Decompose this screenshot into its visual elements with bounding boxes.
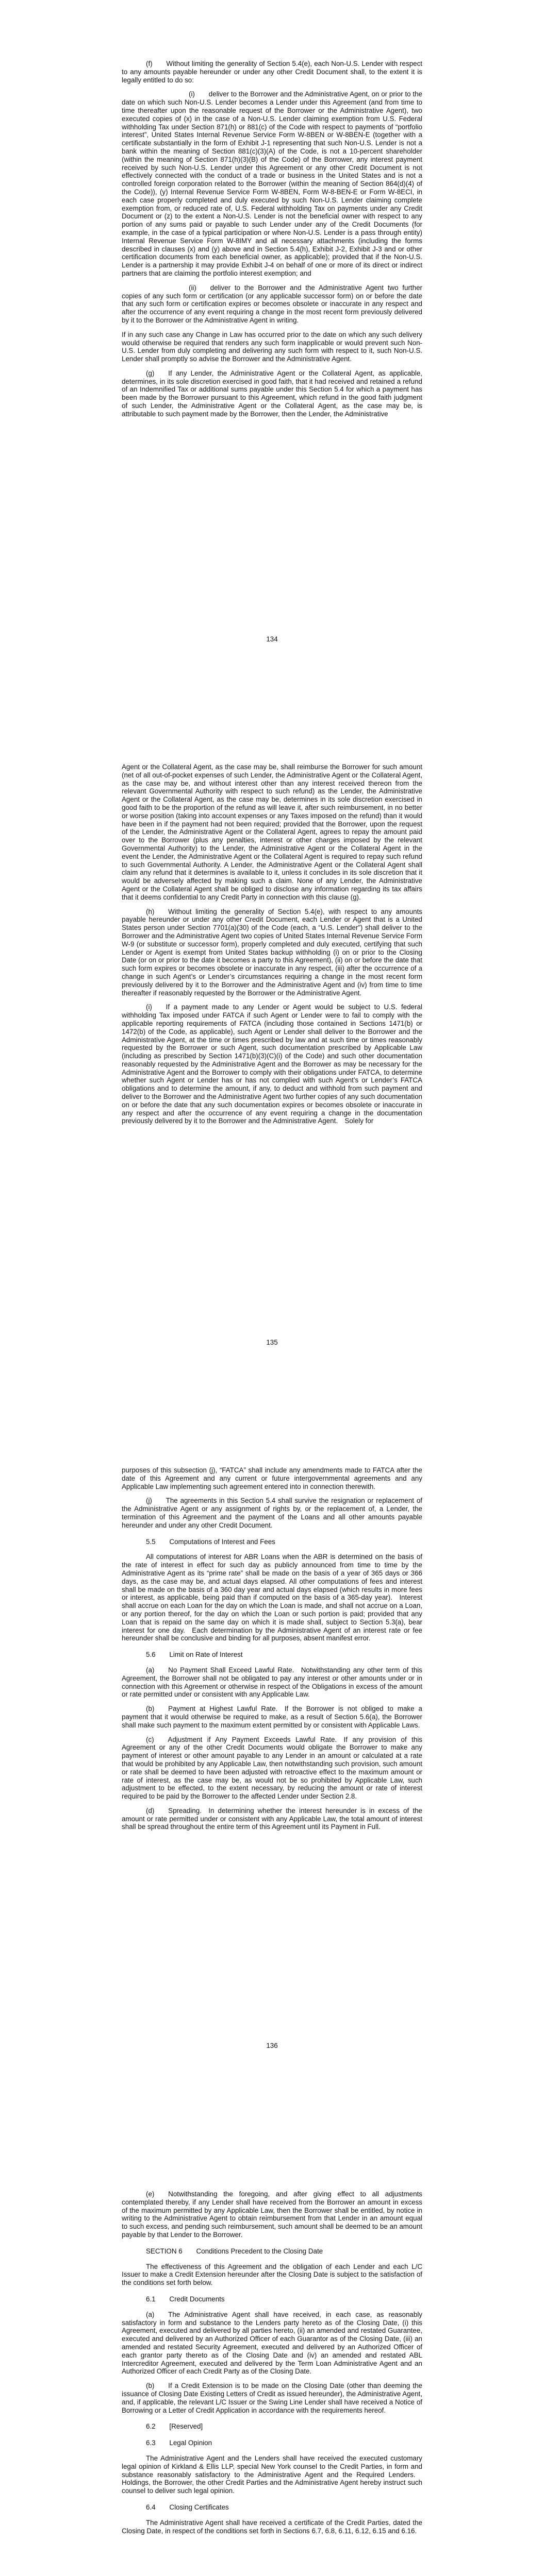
paragraph-6-3: The Administrative Agent and the Lenders shall have received the executed customary legal opinion of Kirkland & Ellis LLP, special New York counsel to the Credit Parties, in form and substance reasonably satisfactory to the Administrative Agent and the Required Lenders. Holdings, the Borrower, the other Credit Parties and the Administrative Agent hereby instruct such counsel to deliver such legal opinion. (122, 2454, 422, 2495)
section-heading-6-2: 6.2 [Reserved] (146, 2422, 203, 2431)
paragraph-5-6-d: (d) Spreading. In determining whether the interest hereunder is in excess of the amount or rate permitted under or consistent with any Applicable Law, the total amount of interest shall be spread throughout the entire term of this Agreement until its Payment in Full. (122, 1806, 422, 1831)
paragraph-f: (f) Without limiting the generality of Section 5.4(e), each Non-U.S. Lender with respect to any amounts payable hereunder or under any other Credit Document shall, to the extent it is legally entitled to do so: (122, 60, 422, 84)
paragraph-6-1-a: (a) The Administrative Agent shall have received, in each case, as reasonably satisfactory in form and substance to the Lenders party hereto as of the Closing Date, (i) this Agreement, executed and delivered by all parties hereto, (ii) an amended and restated Guarantee, executed and delivered by an Authorized Officer of each Guarantor as of the Closing Date, (iii) an amended and restated Security Agreement, executed and delivered by an Authorized Officer of each grantor party thereto as of the Closing Date and (iv) an amended and restated ABL Intercreditor Agreement, executed and delivered by the Term Loan Administrative Agent and an Authorized Officer of each Credit Party as of the Closing Date. (122, 2310, 422, 2376)
page-body (122, 2170, 422, 2535)
paragraph-j: (j) The agreements in this Section 5.4 shall survive the resignation or replacement of the Administrative Agent or any assignment of rights by, or the replacement of, a Lender, the termination of this Agreement and the payment of the Loans and all other amounts payable hereunder and under any other Credit Document. (122, 1497, 422, 1529)
page-body (122, 1466, 422, 1831)
section-heading-6-3: 6.3 Legal Opinion (146, 2439, 212, 2447)
page-136 (0, 1406, 544, 2110)
paragraph-g: (g) If any Lender, the Administrative Agent or the Collateral Agent, as applicable, determines, in its sole discretion exercised in good faith, that it had received and retained a refund of an Indemnified Tax or additional sums payable under this Section 5.4 for which a payment has been made by the Borrower pursuant to this Agreement, which refund in the good faith judgment of such Lender, the Administrative Agent or the Collateral Agent, as the case may be, is attributable to such payment made by the Borrower, then the Lender, the Administrative (122, 369, 422, 418)
page-134 (0, 0, 544, 703)
page-number: 134 (266, 635, 278, 643)
paragraph-i: (i) If a payment made to any Lender or Agent would be subject to U.S. federal withholding Tax imposed under FATCA if such Agent or Lender were to fail to comply with the applicable reporting requirements of FATCA (including those contained in Sections 1471(b) or 1472(b) of the Code, as applicable), such Agent or Lender shall deliver to the Borrower and the Administrative Agent, at the time or times prescribed by law and at such time or times reasonably requested by the Borrower or such Agent, such documentation prescribed by Applicable Law (including as prescribed by Section 1471(b)(3)(C)(i) of the Code) and such other documentation reasonably requested by the Administrative Agent and the Borrower as may be necessary for the Administrative Agent and the Borrower to comply with their obligations under FATCA, to determine whether such Agent or Lender has or has not complied with such Agent’s or Lender’s FATCA obligations and to determine the amount, if any, to deduct and withhold from such payment and deliver to the Borrower and the Administrative Agent two further copies of any such documentation on or before the date that any such documentation expires or becomes obsolete or inaccurate in any respect and after the occurrence of any event requiring a change in the documentation previously delivered by it to the Borrower and the Administrative Agent. Solely for (122, 1003, 422, 1125)
page-137 (0, 2110, 544, 2576)
paragraph-5-6-a: (a) No Payment Shall Exceed Lawful Rate. Notwithstanding any other term of this Agreement, the Borrower shall not be obligated to pay any interest or other amounts under or in connection with this Agreement or otherwise in respect of the Obligations in excess of the amount or rate permitted under or consistent with any Applicable Law. (122, 1666, 422, 1699)
section-heading-6: SECTION 6 Conditions Precedent to the Closing Date (146, 2247, 323, 2255)
paragraph-change-in-law: If in any such case any Change in Law has occurred prior to the date on which any such delivery would otherwise be required that renders any such form inapplicable or would prevent such Non-U.S. Lender from duly completing and delivering any such form with respect to it, such Non-U.S. Lender shall promptly so advise the Borrower and the Administrative Agent. (122, 330, 422, 363)
section-heading-5-5: 5.5 Computations of Interest and Fees (146, 1537, 275, 1546)
paragraph-5-6-c: (c) Adjustment if Any Payment Exceeds Lawful Rate. If any provision of this Agreement or any of the other Credit Documents would obligate the Borrower to make any payment of interest or other amount payable to any Lender in an amount or calculated at a rate that would be prohibited by any Applicable Law, then notwithstanding such provision, such amount or rate shall be deemed to have been adjusted with retroactive effect to the maximum amount or rate of interest, as the case may be, as would not be so prohibited by Applicable Law, such adjustment to be effected, to the extent necessary, by reducing the amount or rate of interest required to be paid by the Borrower to the affected Lender under Section 2.8. (122, 1735, 422, 1801)
paragraph-f-i: (i) deliver to the Borrower and the Administrative Agent, on or prior to the date on which such Non-U.S. Lender becomes a Lender under this Agreement (and from time to time thereafter upon the reasonable request of the Borrower or the Administrative Agent), two executed copies of (x) in the case of a Non-U.S. Lender claiming exemption from U.S. Federal withholding Tax under Section 871(h) or 881(c) of the Code with respect to payments of “portfolio interest”, United States Internal Revenue Service Form W-8BEN or W-8BEN-E (together with a certificate substantially in the form of Exhibit J-1 representing that such Non-U.S. Lender is not a bank within the meaning of Section 881(c)(3)(A) of the Code, is not a 10-percent shareholder (within the meaning of Section 871(h)(3)(B) of the Code) of the Borrower, any interest payment received by such Non-U.S. Lender under this Agreement or any other Credit Document is not effectively connected with the conduct of a trade or business in the United States and is not a controlled foreign corporation related to the Borrower (within the meaning of Section 864(d)(4) of the Code)), (y) Internal Revenue Service Form W-8BEN, Form W-8-BEN-E or Form W-8ECI, in each case properly completed and duly executed by such Non-U.S. Lender claiming complete exemption from, or reduced rate of, U.S. Federal withholding Tax on payments under any Credit Document or (z) to the extent a Non-U.S. Lender is not the beneficial owner with respect to any portion of any sums paid or payable to such Lender under any of the Credit Documents (for example, in the case of a typical participation or where Non-U.S. Lender is a pass through entity) Internal Revenue Service Form W-8IMY and all necessary attachments (including the forms described in clauses (x) and (y) above and in Section 5.4(h), Exhibit J-2, Exhibit J-3 and or other certification documents from each beneficial owner, as applicable); provided that if the Non-U.S. Lender is a partnership it may provide Exhibit J-4 on behalf of one or more of its direct or indirect partners that are claiming the portfolio interest exemption; and (122, 90, 422, 277)
page-number: 136 (266, 2042, 278, 2049)
paragraph-computations: All computations of interest for ABR Loans when the ABR is determined on the basis of the rate of interest in effect for such day as publicly announced from time to time by the Administrative Agent as its “prime rate” shall be made on the basis of a year of 365 days or 366 days, as the case may be, and actual days elapsed. All other computations of fees and interest shall be made on the basis of a 360 day year and actual days elapsed (which results in more fees or interest, as applicable, being paid than if computed on the basis of a 365-day year). Interest shall accrue on each Loan for the day on which the Loan is made, and shall not accrue on a Loan, or any portion thereof, for the day on which the Loan or such portion is paid; provided that any Loan that is repaid on the same day on which it is made shall, subject to Section 5.3(a), bear interest for one day. Each determination by the Administrative Agent of an interest rate or fee hereunder shall be conclusive and binding for all purposes, absent manifest error. (122, 1553, 422, 1642)
page-number: 135 (266, 1338, 278, 1346)
section-heading-6-4: 6.4 Closing Certificates (146, 2503, 229, 2511)
paragraph-f-ii: (ii) deliver to the Borrower and the Administrative Agent two further copies of any such form or certification (or any applicable successor form) on or before the date that any such form or certification expires or becomes obsolete or inaccurate in any respect and after the occurrence of any event requiring a change in the most recent form previously delivered by it to the Borrower or the Administrative Agent in writing. (122, 283, 422, 324)
page-body (122, 763, 422, 1125)
paragraph-6-4: The Administrative Agent shall have received a certificate of the Credit Parties, dated the Closing Date, in respect of the conditions set forth in Sections 6.7, 6.8, 6.11, 6.12, 6.15 and 6.16. (122, 2518, 422, 2535)
paragraph-5-6-b: (b) Payment at Highest Lawful Rate. If the Borrower is not obliged to make a payment that it would otherwise be required to make, as a result of Section 5.6(a), the Borrower shall make such payment to the maximum extent permitted by or consistent with Applicable Laws. (122, 1705, 422, 1729)
paragraph-fatca-continued: purposes of this subsection (j), “FATCA” shall include any amendments made to FATCA after the date of this Agreement and any current or future intergovernmental agreements and any Applicable Law implementing such agreement entered into in connection therewith. (122, 1466, 422, 1490)
paragraph-h: (h) Without limiting the generality of Section 5.4(e), with respect to any amounts payable hereunder or under any other Credit Document, each Lender or Agent that is a United States person under Section 7701(a)(30) of the Code (each, a “U.S. Lender”) shall deliver to the Borrower and the Administrative Agent two copies of United States Internal Revenue Service Form W-9 (or substitute or successor form), properly completed and duly executed, certifying that such Lender or Agent is exempt from United States backup withholding (i) on or prior to the Closing Date (or on or prior to the date it becomes a party to this Agreement), (ii) on or before the date that such form expires or becomes obsolete or inaccurate in any respect, (iii) after the occurrence of a change in such Agent’s or Lender’s circumstances requiring a change in the most recent form previously delivered by it to the Borrower and the Administrative Agent and (iv) from time to time thereafter if reasonably requested by the Borrower or the Administrative Agent. (122, 907, 422, 997)
paragraph-section-6-intro: The effectiveness of this Agreement and the obligation of each Lender and each L/C Issuer to make a Credit Extension hereunder after the Closing Date is subject to the satisfaction of the conditions set forth below. (122, 2262, 422, 2287)
paragraph-g-continued: Agent or the Collateral Agent, as the case may be, shall reimburse the Borrower for such amount (net of all out-of-pocket expenses of such Lender, the Administrative Agent or the Collateral Agent, as the case may be, and without interest other than any interest received thereon from the relevant Governmental Authority with respect to such refund) as the Lender, the Administrative Agent or the Collateral Agent, as the case may be, determines in its sole discretion exercised in good faith to be the proportion of the refund as will leave it, after such reimbursement, in no better or worse position (taking into account expenses or any Taxes imposed on the refund) than it would have been in if the payment had not been required; provided that the Borrower, upon the request of the Lender, the Administrative Agent or the Collateral Agent, agrees to repay the amount paid over to the Borrower (plus any penalties, interest or other charges imposed by the relevant Governmental Authority) to the Lender, the Administrative Agent or the Collateral Agent in the event the Lender, the Administrative Agent or the Collateral Agent is required to repay such refund to such Governmental Authority. A Lender, the Administrative Agent or the Collateral Agent shall claim any refund that it determines is available to it, unless it concludes in its sole discretion that it would be adversely affected by making such a claim. None of any Lender, the Administrative Agent or the Collateral Agent shall be obliged to disclose any information regarding its tax affairs that it deems confidential to any Credit Party in connection with this clause (g). (122, 763, 422, 901)
paragraph-5-6-e: (e) Notwithstanding the foregoing, and after giving effect to all adjustments contemplated thereby, if any Lender shall have received from the Borrower an amount in excess of the maximum permitted by any Applicable Law, then the Borrower shall be entitled, by notice in writing to the Administrative Agent to obtain reimbursement from that Lender in an amount equal to such excess, and pending such reimbursement, such amount shall be deemed to be an amount payable by that Lender to the Borrower. (122, 2190, 422, 2239)
paragraph-6-1-b: (b) If a Credit Extension is to be made on the Closing Date (other than deeming the issuance of Closing Date Existing Letters of Credit as issued hereunder), the Administrative Agent, and, if applicable, the relevant L/C Issuer or the Swing Line Lender shall have received a Notice of Borrowing or a Letter of Credit Application in accordance with the requirements hereof. (122, 2382, 422, 2414)
page-135 (0, 703, 544, 1406)
section-heading-6-1: 6.1 Credit Documents (146, 2295, 225, 2303)
section-heading-5-6: 5.6 Limit on Rate of Interest (146, 1651, 243, 1659)
page-body (122, 60, 422, 418)
